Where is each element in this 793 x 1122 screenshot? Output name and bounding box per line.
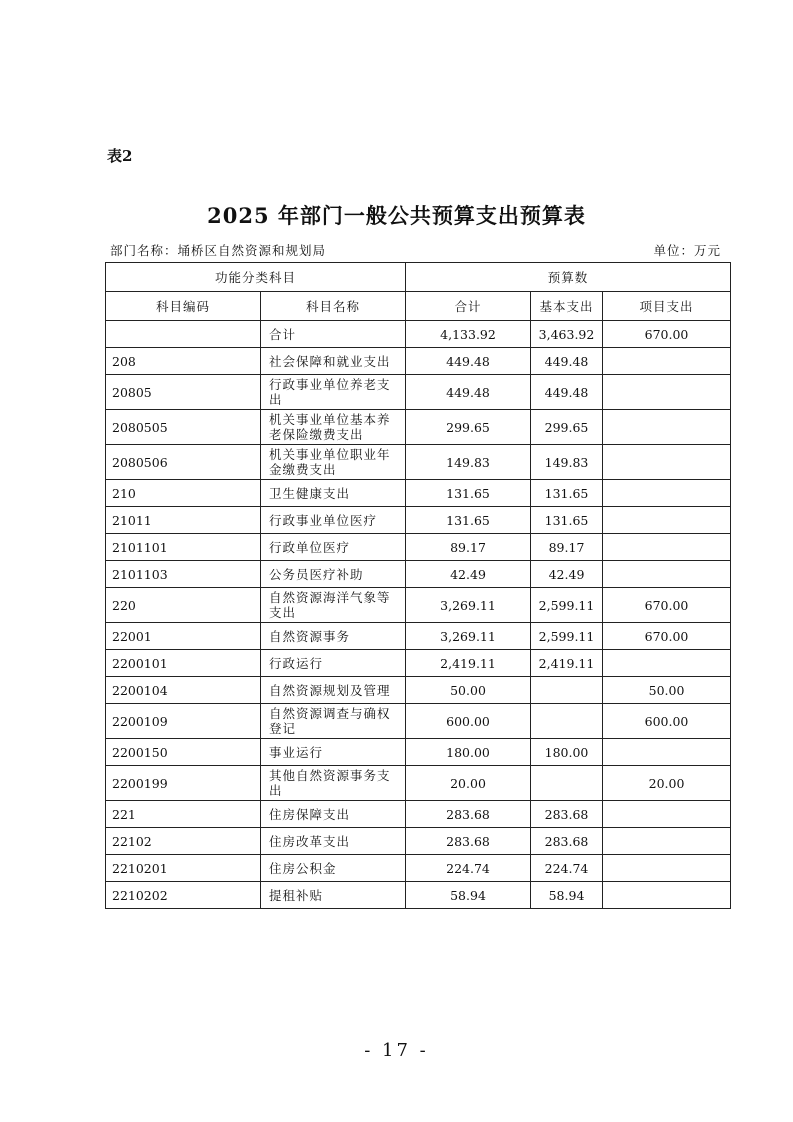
cell-basic: 449.48 <box>531 348 603 375</box>
header-basic: 基本支出 <box>531 292 603 321</box>
cell-basic <box>531 677 603 704</box>
cell-total: 299.65 <box>406 410 531 445</box>
cell-basic: 149.83 <box>531 445 603 480</box>
cell-project <box>603 882 731 909</box>
cell-project <box>603 739 731 766</box>
table-row <box>106 321 731 348</box>
table-row <box>106 766 731 801</box>
cell-name: 自然资源规划及管理 <box>261 677 406 704</box>
cell-code: 20805 <box>106 375 261 410</box>
table-row <box>106 410 731 445</box>
cell-name: 行政事业单位养老支出 <box>261 375 406 410</box>
table-row <box>106 480 731 507</box>
cell-total: 180.00 <box>406 739 531 766</box>
cell-basic: 131.65 <box>531 480 603 507</box>
cell-name: 事业运行 <box>261 739 406 766</box>
cell-total: 131.65 <box>406 507 531 534</box>
cell-code: 2200150 <box>106 739 261 766</box>
cell-basic: 131.65 <box>531 507 603 534</box>
header-code: 科目编码 <box>106 292 261 321</box>
cell-basic <box>531 704 603 739</box>
cell-project: 20.00 <box>603 766 731 801</box>
cell-name: 自然资源海洋气象等支出 <box>261 588 406 623</box>
cell-code: 2210201 <box>106 855 261 882</box>
cell-project <box>603 801 731 828</box>
cell-name: 合计 <box>261 321 406 348</box>
cell-total: 50.00 <box>406 677 531 704</box>
cell-code: 22102 <box>106 828 261 855</box>
unit-label: 单位：万元 <box>653 243 721 258</box>
cell-total: 224.74 <box>406 855 531 882</box>
cell-basic: 2,599.11 <box>531 623 603 650</box>
cell-code: 2200101 <box>106 650 261 677</box>
cell-code: 2080506 <box>106 445 261 480</box>
cell-total: 131.65 <box>406 480 531 507</box>
cell-basic: 3,463.92 <box>531 321 603 348</box>
cell-basic: 449.48 <box>531 375 603 410</box>
cell-total: 2,419.11 <box>406 650 531 677</box>
cell-name: 行政单位医疗 <box>261 534 406 561</box>
cell-project: 50.00 <box>603 677 731 704</box>
header-name: 科目名称 <box>261 292 406 321</box>
cell-code: 2200109 <box>106 704 261 739</box>
cell-name: 机关事业单位基本养老保险缴费支出 <box>261 410 406 445</box>
cell-code: 21011 <box>106 507 261 534</box>
cell-project: 670.00 <box>603 623 731 650</box>
table-row <box>106 445 731 480</box>
cell-total: 283.68 <box>406 801 531 828</box>
cell-project: 600.00 <box>603 704 731 739</box>
cell-basic: 2,419.11 <box>531 650 603 677</box>
cell-name: 住房公积金 <box>261 855 406 882</box>
cell-project: 670.00 <box>603 321 731 348</box>
cell-total: 149.83 <box>406 445 531 480</box>
table-row <box>106 561 731 588</box>
cell-name: 卫生健康支出 <box>261 480 406 507</box>
table-row <box>106 828 731 855</box>
header-project: 项目支出 <box>603 292 731 321</box>
cell-project <box>603 348 731 375</box>
table-row <box>106 739 731 766</box>
table-row <box>106 704 731 739</box>
table-row <box>106 588 731 623</box>
cell-name: 社会保障和就业支出 <box>261 348 406 375</box>
table-row <box>106 623 731 650</box>
header-total: 合计 <box>406 292 531 321</box>
cell-total: 3,269.11 <box>406 588 531 623</box>
cell-project <box>603 480 731 507</box>
cell-project <box>603 650 731 677</box>
cell-basic <box>531 766 603 801</box>
cell-basic: 42.49 <box>531 561 603 588</box>
table-row <box>106 650 731 677</box>
cell-code: 220 <box>106 588 261 623</box>
cell-code: 2200104 <box>106 677 261 704</box>
cell-project <box>603 534 731 561</box>
table-row <box>106 801 731 828</box>
cell-basic: 2,599.11 <box>531 588 603 623</box>
cell-name: 行政运行 <box>261 650 406 677</box>
cell-name: 自然资源事务 <box>261 623 406 650</box>
table-row <box>106 855 731 882</box>
table-row <box>106 534 731 561</box>
cell-name: 行政事业单位医疗 <box>261 507 406 534</box>
cell-total: 4,133.92 <box>406 321 531 348</box>
cell-basic: 283.68 <box>531 801 603 828</box>
cell-name: 机关事业单位职业年金缴费支出 <box>261 445 406 480</box>
cell-basic: 299.65 <box>531 410 603 445</box>
cell-code: 210 <box>106 480 261 507</box>
cell-name: 公务员医疗补助 <box>261 561 406 588</box>
header-function-classification: 功能分类科目 <box>106 263 406 292</box>
cell-name: 自然资源调查与确权登记 <box>261 704 406 739</box>
cell-code: 2210202 <box>106 882 261 909</box>
cell-code: 208 <box>106 348 261 375</box>
cell-project <box>603 445 731 480</box>
cell-code: 2101103 <box>106 561 261 588</box>
page-number: - 17 - <box>364 1040 429 1061</box>
cell-code: 221 <box>106 801 261 828</box>
cell-project <box>603 410 731 445</box>
document-title: 2025 年部门一般公共预算支出预算表 <box>207 203 586 228</box>
header-budget-amount: 预算数 <box>406 263 731 292</box>
cell-project <box>603 507 731 534</box>
cell-code: 22001 <box>106 623 261 650</box>
cell-total: 20.00 <box>406 766 531 801</box>
cell-basic: 180.00 <box>531 739 603 766</box>
cell-total: 58.94 <box>406 882 531 909</box>
cell-project <box>603 561 731 588</box>
cell-code: 2101101 <box>106 534 261 561</box>
cell-code: 2200199 <box>106 766 261 801</box>
cell-project <box>603 855 731 882</box>
cell-total: 42.49 <box>406 561 531 588</box>
cell-code <box>106 321 261 348</box>
cell-name: 其他自然资源事务支出 <box>261 766 406 801</box>
cell-name: 住房改革支出 <box>261 828 406 855</box>
cell-basic: 224.74 <box>531 855 603 882</box>
table-row <box>106 882 731 909</box>
cell-code: 2080505 <box>106 410 261 445</box>
cell-name: 提租补贴 <box>261 882 406 909</box>
table-row <box>106 375 731 410</box>
cell-total: 89.17 <box>406 534 531 561</box>
cell-basic: 283.68 <box>531 828 603 855</box>
cell-total: 283.68 <box>406 828 531 855</box>
cell-basic: 58.94 <box>531 882 603 909</box>
cell-total: 600.00 <box>406 704 531 739</box>
cell-project <box>603 375 731 410</box>
cell-project <box>603 828 731 855</box>
cell-project: 670.00 <box>603 588 731 623</box>
table-row <box>106 507 731 534</box>
cell-basic: 89.17 <box>531 534 603 561</box>
department-name: 部门名称：埇桥区自然资源和规划局 <box>110 243 327 258</box>
table-row <box>106 677 731 704</box>
cell-total: 449.48 <box>406 348 531 375</box>
cell-total: 449.48 <box>406 375 531 410</box>
table-number-label: 表2 <box>107 147 133 165</box>
cell-name: 住房保障支出 <box>261 801 406 828</box>
table-row <box>106 348 731 375</box>
cell-total: 3,269.11 <box>406 623 531 650</box>
budget-table <box>105 262 731 909</box>
